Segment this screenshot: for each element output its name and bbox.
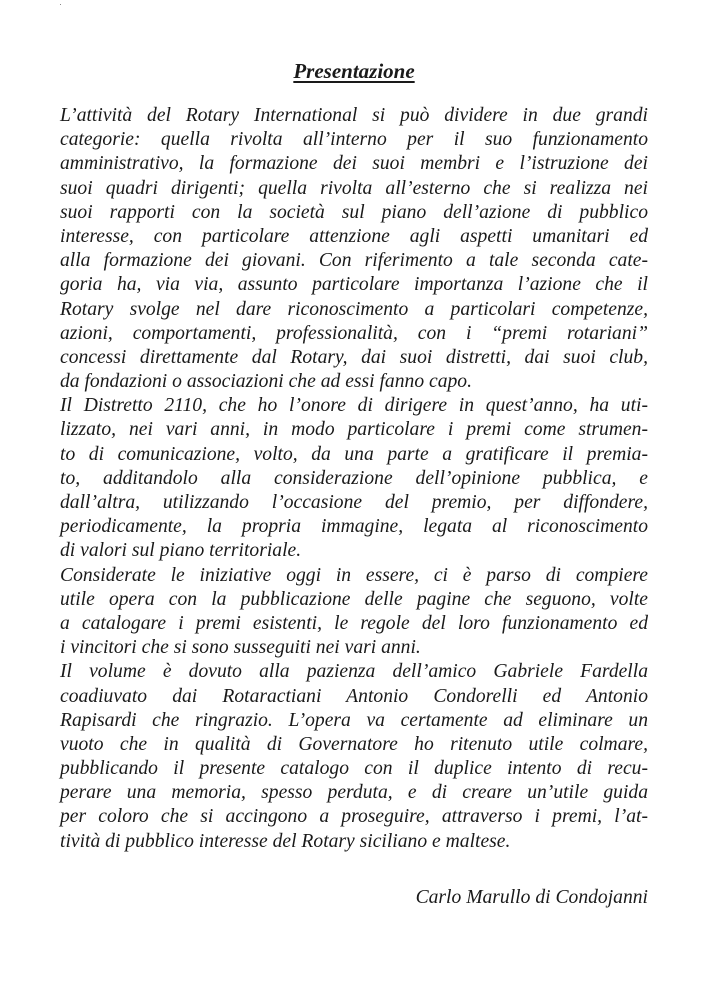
text-line: dall’altra, utilizzando l’occasione del premio, per diffondere, [60,492,648,513]
text-line: di valori sul piano territoriale. [60,540,302,562]
text-line: suoi quadri dirigenti; quella rivolta all’esterno che si realizza nei [60,177,648,199]
text-line: coadiuvato dai Rotaractiani Antonio Condorelli ed Antonio [60,685,648,707]
text-line: vuoto che in qualità di Governatore ho ritenuto utile colmare, [60,733,648,755]
text-line: a catalogare i premi esistenti, le regole del loro funzionamento ed [60,612,648,634]
text-line: Rotary svolge nel dare riconoscimento a particolari competenze, [60,298,648,320]
text-line: azioni, comportamenti, professionalità, con i “premi rotariani” [60,322,648,344]
text-line: Il Distretto 2110, che ho l’onore di dirigere in quest’anno, ha uti- [60,395,648,417]
text-line: goria ha, via via, assunto particolare importanza l’azione che il [60,274,648,296]
text-line: Considerate le iniziative oggi in essere, ci è parso di compiere [60,564,648,586]
text-line: alla formazione dei giovani. Con riferimento a tale seconda cate- [60,250,648,272]
text-line: Rapisardi che ringrazio. L’opera va certamente ad eliminare un [60,709,648,731]
text-line: categorie: quella rivolta all’interno per il suo funzionamento [60,129,648,151]
text-line: pubblicando il presente catalogo con il duplice intento di recu- [60,758,648,780]
text-line: perare una memoria, spesso perduta, e di creare un’utile guida [60,782,648,804]
scan-speck [60,4,61,5]
text-line: to di comunicazione, volto, da una parte a gratificare il premia- [60,443,648,465]
text-line: i vincitori che si sono susseguiti nei vari anni. [60,637,421,659]
text-line: Il volume è dovuto alla pazienza dell’amico Gabriele Fardella [60,661,648,683]
text-line: per coloro che si accingono a proseguire, attraverso i premi, l’at- [60,806,648,828]
text-line: L’attività del Rotary International si può dividere in due grandi [60,105,648,126]
text-line: to, additandolo alla considerazione dell’opinione pubblica, e [60,467,648,489]
author-signature: Carlo Marullo di Condojanni [415,887,648,908]
body-text [60,104,648,854]
text-line: da fondazioni o associazioni che ad essi fanno capo. [60,371,472,393]
text-line: periodicamente, la propria immagine, legata al riconoscimento [60,516,648,538]
text-line: tività di pubblico interesse del Rotary siciliano e maltese. [60,830,511,852]
page-title: Presentazione [293,59,415,83]
text-line: suoi rapporti con la società sul piano dell’azione di pubblico [60,201,648,223]
text-line: utile opera con la pubblicazione delle pagine che seguono, volte [60,588,648,610]
text-line: lizzato, nei vari anni, in modo particolare i premi come strumen- [60,419,648,441]
text-line: interesse, con particolare attenzione agli aspetti umanitari ed [60,225,648,247]
text-line: concessi direttamente dal Rotary, dai suoi distretti, dai suoi club, [60,346,648,368]
text-line: amministrativo, la formazione dei suoi membri e l’istruzione dei [60,153,648,175]
